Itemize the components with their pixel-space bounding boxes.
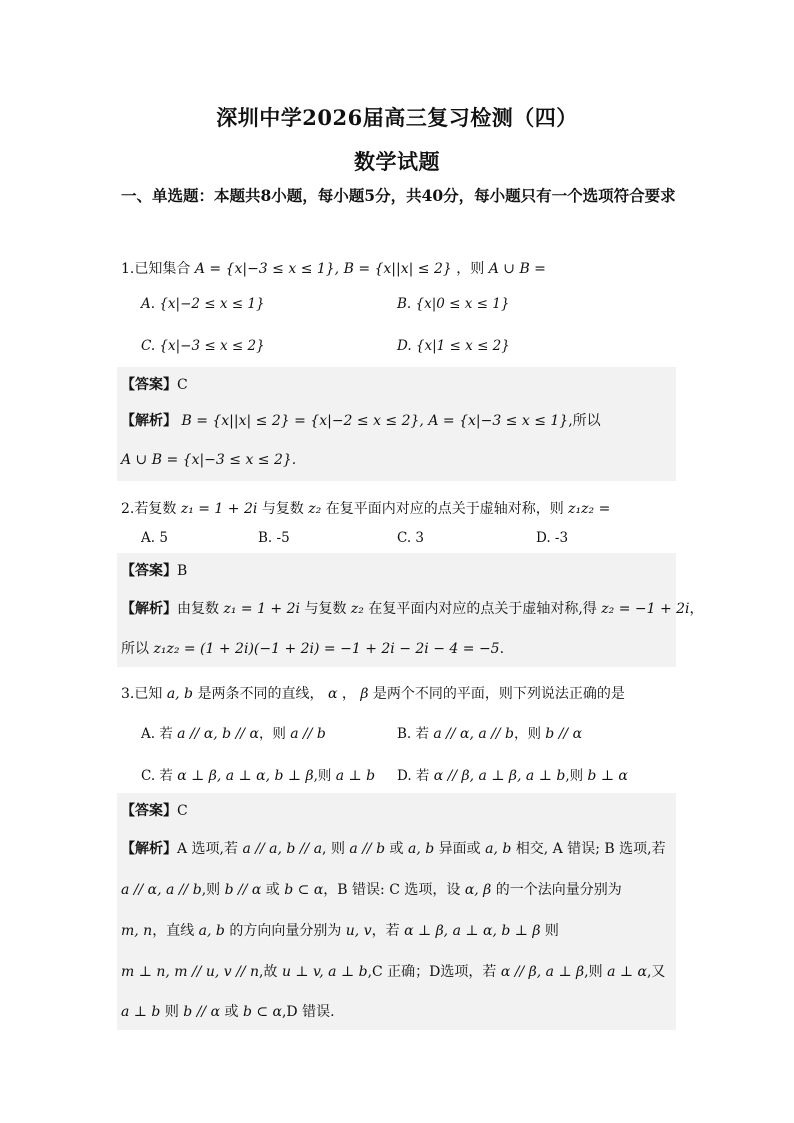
q1-answer-value: C — [177, 377, 188, 393]
q2-answer — [121, 560, 187, 580]
q3-alpha: α — [327, 686, 338, 702]
q3-answer-box — [117, 793, 676, 1030]
q3-option-a-text: A. 若 — [141, 726, 173, 742]
q2-option-c: C. 3 — [397, 530, 425, 546]
q3-l1-text-5: 相交, A 错误; B 选项,若 — [515, 841, 666, 857]
q3-l5-math-3: b ⊂ α — [242, 1004, 282, 1020]
q1-analysis-label: 【解析】 — [121, 413, 177, 429]
q1-analysis-math-1: B = {x||x| ≤ 2} = {x|−2 ≤ x ≤ 2}, A = {x|−3 ≤ x ≤ 1} — [181, 413, 569, 429]
q3-l1-math-3: a, b — [407, 841, 435, 857]
q3-option-d — [397, 764, 628, 784]
q3-l1-text-3: 或 — [389, 841, 404, 857]
q3-l4-math-3: α // β, a ⊥ β — [500, 964, 585, 980]
q2-answer-box — [117, 553, 704, 667]
q2-analysis-math-3: z₂ = −1 + 2i — [601, 601, 690, 617]
q3-l3-math: m, n — [121, 923, 153, 939]
q3-l1-text: A 选项,若 — [177, 841, 239, 857]
q3-l4-text-4: ,又 — [646, 964, 666, 980]
q3-l5-text-2: 或 — [224, 1004, 239, 1020]
q1-analysis-line-2: A ∪ B = {x|−3 ≤ x ≤ 2}. — [121, 452, 297, 468]
q1-sets: A = {x|−3 ≤ x ≤ 1}, B = {x||x| ≤ 2} — [194, 261, 452, 277]
q3-l1-math: a // a, b // a — [242, 841, 323, 857]
document-title: 深圳中学2026届高三复习检测（四） — [216, 105, 578, 130]
q3-option-c-text: C. 若 — [141, 768, 173, 784]
q1-union: A ∪ B = — [488, 261, 546, 277]
q1-stem-text: 1.已知集合 — [121, 261, 191, 277]
document-subtitle: 数学试题 — [354, 149, 440, 174]
q3-l3-math-4: α ⊥ β, a ⊥ α, b ⊥ β — [404, 923, 541, 939]
q1-answer — [121, 374, 188, 394]
q3-beta: β — [360, 686, 369, 702]
q3-option-c-math-2: a ⊥ b — [335, 768, 376, 784]
q1-stem-text-2: ，则 — [456, 261, 485, 277]
q3-stem-text-3: 是两个不同的平面，则下列说法正确的是 — [372, 686, 625, 702]
q2-answer-value: B — [177, 563, 188, 579]
q1-answer-box — [117, 367, 676, 481]
q3-l3-text-3: ，若 — [371, 923, 400, 939]
section-heading: 一、单选题：本题共8小题，每小题5分，共40分，每小题只有一个选项符合要求 — [121, 186, 676, 205]
q2-option-a: A. 5 — [141, 530, 168, 546]
q1-answer-label: 【答案】 — [121, 377, 177, 393]
q3-analysis-line-4 — [121, 961, 665, 981]
q2-analysis-label: 【解析】 — [121, 601, 177, 617]
q3-option-d-math-2: b ⊥ α — [587, 768, 628, 784]
q3-option-b-math-2: b // α — [545, 726, 583, 742]
q3-l4-text: ,故 — [259, 964, 278, 980]
q3-l4-text-3: ,则 — [584, 964, 603, 980]
q1-option-d: D. {x|1 ≤ x ≤ 2} — [397, 338, 510, 354]
q3-l2-math-3: b ⊂ α — [284, 882, 324, 898]
q3-answer-label: 【答案】 — [121, 803, 177, 819]
q3-option-b-text-2: ，则 — [514, 726, 541, 742]
q2-option-b: B. -5 — [258, 530, 290, 546]
q3-l1-text-4: 异面或 — [438, 841, 481, 857]
q3-option-c-math: α ⊥ β, a ⊥ α, b ⊥ β — [177, 768, 314, 784]
q2-z1: z₁ = 1 + 2i — [180, 501, 258, 517]
q3-l2-text-2: 或 — [265, 882, 280, 898]
q3-l5-text-3: ,D 错误. — [281, 1004, 335, 1020]
q3-option-c-text-2: ,则 — [313, 768, 332, 784]
q2-analysis-text-5: 所以 — [121, 641, 149, 657]
q3-option-a — [141, 722, 326, 742]
q3-analysis-line-2 — [121, 879, 622, 899]
q3-l5-math-2: b // α — [183, 1004, 221, 1020]
q3-l1-math-2: a // b — [349, 841, 386, 857]
q3-stem — [121, 683, 625, 703]
q3-l1-text-2: , 则 — [322, 841, 345, 857]
q3-analysis-line-1 — [121, 838, 666, 858]
q1-option-a: A. {x|−2 ≤ x ≤ 1} — [141, 296, 265, 312]
q1-option-b: B. {x|0 ≤ x ≤ 1} — [397, 296, 510, 312]
q2-analysis-math-1: z₁ = 1 + 2i — [223, 601, 300, 617]
q3-option-c — [141, 764, 375, 784]
q2-stem-text: 2.若复数 — [121, 501, 177, 517]
q3-option-a-math-2: a // b — [290, 726, 326, 742]
q3-l3-text: ，直线 — [152, 923, 195, 939]
q3-l1-math-4: a, b — [485, 841, 512, 857]
q3-l4-text-2: ,C 正确；D选项，若 — [367, 964, 497, 980]
q3-l3-text-2: 的方向向量分别为 — [229, 923, 342, 939]
q3-answer — [121, 800, 188, 820]
q3-l5-text: 则 — [164, 1004, 179, 1020]
q3-l4-math-2: u ⊥ v, a ⊥ b — [281, 964, 368, 980]
q3-l4-math: m ⊥ n, m // u, v // n — [121, 964, 260, 980]
q2-stem-text-2: 与复数 — [261, 501, 304, 517]
q3-stem-text: 3.已知 — [121, 686, 163, 702]
q3-l3-math-3: u, v — [345, 923, 372, 939]
q3-l3-text-4: 则 — [544, 923, 559, 939]
q2-analysis-math-2: z₂ — [350, 601, 364, 617]
q2-analysis-text-6: . — [499, 641, 505, 657]
q2-product: z₁z₂ = — [568, 501, 611, 517]
q3-l4-math-4: a ⊥ α — [607, 964, 647, 980]
q2-analysis-text-3: 在复平面内对应的点关于虚轴对称,得 — [368, 601, 597, 617]
q3-option-d-text: D. 若 — [397, 768, 430, 784]
q3-analysis-line-5 — [121, 1001, 335, 1021]
q1-analysis-line-1 — [121, 410, 601, 430]
q3-option-a-text-2: ，则 — [258, 726, 286, 742]
q2-analysis-line-2 — [121, 638, 504, 658]
q3-option-a-math: a // α, b // α — [177, 726, 259, 742]
q2-analysis-text-1: 由复数 — [177, 601, 219, 617]
q3-option-b-text: B. 若 — [397, 726, 430, 742]
q1-analysis-text-1: ,所以 — [568, 413, 601, 429]
q3-answer-value: C — [177, 803, 188, 819]
q3-l2-text: ,则 — [201, 882, 221, 898]
q2-option-d: D. -3 — [536, 530, 569, 546]
q3-option-d-math: α // β, a ⊥ β, a ⊥ b — [433, 768, 566, 784]
q1-option-c: C. {x|−3 ≤ x ≤ 2} — [141, 338, 265, 354]
q3-l2-math: a // α, a // b — [121, 882, 202, 898]
q3-option-d-text-2: ,则 — [565, 768, 584, 784]
q3-separator: ， — [341, 686, 356, 702]
q3-l5-math: a ⊥ b — [121, 1004, 161, 1020]
q3-lines: a, b — [166, 686, 194, 702]
q2-analysis-line-1 — [121, 598, 704, 618]
q1-stem — [121, 258, 546, 278]
q3-l2-text-3: ，B 错误: C 选项，设 — [323, 882, 461, 898]
q2-answer-label: 【答案】 — [121, 563, 177, 579]
q3-l2-math-2: b // α — [224, 882, 262, 898]
q2-analysis-math-4: z₁z₂ = (1 + 2i)(−1 + 2i) = −1 + 2i − 2i − 4 = −5 — [153, 641, 500, 657]
q3-l2-text-4: 的一个法向量分别为 — [495, 882, 622, 898]
q2-stem — [121, 498, 610, 518]
q2-stem-text-3: 在复平面内对应的点关于虚轴对称，则 — [325, 501, 564, 517]
q2-analysis-text-2: 与复数 — [304, 601, 347, 617]
q2-z2: z₂ — [308, 501, 322, 517]
q3-option-b — [397, 722, 582, 742]
q3-analysis-line-3 — [121, 920, 559, 940]
q3-analysis-label: 【解析】 — [121, 841, 177, 857]
q3-l3-math-2: a, b — [198, 923, 225, 939]
q3-stem-text-2: 是两条不同的直线， — [197, 686, 324, 702]
q3-l2-math-4: α, β — [464, 882, 492, 898]
q3-option-b-math: a // α, a // b — [433, 726, 514, 742]
q2-analysis-text-4: ， — [689, 601, 704, 617]
